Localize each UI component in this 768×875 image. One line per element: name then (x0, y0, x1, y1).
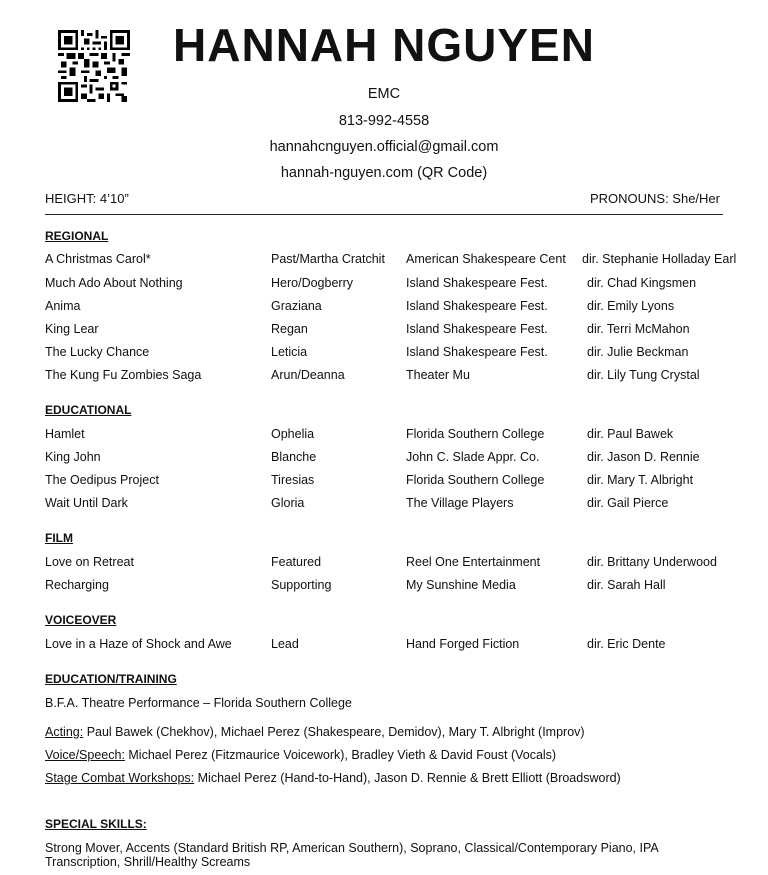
credit-director: dir. Gail Pierce (587, 496, 669, 510)
credit-row (45, 276, 735, 294)
credit-show: The Oedipus Project (45, 473, 159, 487)
credit-show: Much Ado About Nothing (45, 276, 183, 290)
skills-text: Strong Mover, Accents (Standard British RP, American Southern), Soprano, Classical/Contemporary Piano, IPA Transcription, Shrill/Healthy Screams (45, 841, 659, 869)
credit-show: Recharging (45, 578, 109, 592)
credit-show: King John (45, 450, 101, 464)
credit-company: Theater Mu (406, 368, 470, 382)
credit-role: Featured (271, 555, 322, 569)
acting-training (45, 725, 585, 739)
credit-director: dir. Brittany Underwood (587, 555, 717, 569)
actor-name: HANNAH NGUYEN (173, 19, 595, 71)
credit-director: dir. Emily Lyons (587, 299, 675, 313)
credit-director: dir. Julie Beckman (587, 345, 689, 359)
credit-role: Ophelia (271, 427, 315, 441)
credit-company: Florida Southern College (406, 427, 545, 441)
credit-role: Tiresias (271, 473, 315, 487)
credit-company: Hand Forged Fiction (406, 637, 520, 651)
credit-director: dir. Stephanie Holladay Earl (582, 252, 737, 266)
credit-show: Wait Until Dark (45, 496, 128, 510)
credit-row (45, 637, 735, 655)
voice-teachers: Michael Perez (Fitzmaurice Voicework), Bradley Vieth & David Foust (Vocals) (124, 748, 557, 762)
credit-row (45, 555, 735, 573)
credit-role: Hero/Dogberry (271, 276, 353, 290)
credit-row (45, 322, 735, 340)
credit-director: dir. Mary T. Albright (587, 473, 694, 487)
credit-role: Leticia (271, 345, 308, 359)
section-heading-training: EDUCATION/TRAINING (45, 672, 177, 686)
section-heading-film: FILM (45, 531, 73, 545)
credit-row (45, 299, 735, 317)
acting-label: Acting: (45, 725, 84, 739)
phone-number: 813-992-4558 (338, 113, 430, 129)
credit-role: Supporting (271, 578, 332, 592)
voice-label: Voice/Speech: (45, 748, 125, 762)
credit-role: Arun/Deanna (271, 368, 345, 382)
combat-teachers: Michael Perez (Hand-to-Hand), Jason D. Rennie & Brett Elliott (Broadsword) (194, 771, 621, 785)
credit-company: Florida Southern College (406, 473, 545, 487)
credit-role: Gloria (271, 496, 305, 510)
credit-company: Island Shakespeare Fest. (406, 322, 548, 336)
credit-company: Island Shakespeare Fest. (406, 345, 548, 359)
credit-role: Graziana (271, 299, 322, 313)
degree-line: B.F.A. Theatre Performance – Florida Southern College (45, 696, 352, 710)
credit-company: Island Shakespeare Fest. (406, 299, 548, 313)
credit-row (45, 368, 735, 386)
credit-role: Regan (271, 322, 308, 336)
section-heading-educational: EDUCATIONAL (45, 403, 132, 417)
credit-company: Island Shakespeare Fest. (406, 276, 548, 290)
credit-row (45, 427, 735, 445)
credit-row (45, 252, 735, 270)
header-divider (45, 214, 723, 215)
acting-teachers: Paul Bawek (Chekhov), Michael Perez (Shakespeare, Demidov), Mary T. Albright (Improv) (83, 725, 585, 739)
credit-row (45, 496, 735, 514)
credit-company: John C. Slade Appr. Co. (406, 450, 540, 464)
union-status: EMC (367, 86, 401, 102)
credit-show: Hamlet (45, 427, 85, 441)
height-info: HEIGHT: 4’10” (45, 191, 129, 206)
credit-row (45, 473, 735, 491)
credit-company: The Village Players (406, 496, 514, 510)
credit-show: The Kung Fu Zombies Saga (45, 368, 202, 382)
credit-director: dir. Lily Tung Crystal (587, 368, 700, 382)
section-heading-regional: REGIONAL (45, 229, 109, 243)
credit-company: American Shakespeare Cent (406, 252, 566, 266)
credit-director: dir. Chad Kingsmen (587, 276, 697, 290)
website-link: hannah-nguyen.com (QR Code) (280, 165, 488, 181)
email-address: hannahcnguyen.official@gmail.com (269, 139, 499, 155)
credit-role: Past/Martha Cratchit (271, 252, 385, 266)
section-heading-skills: SPECIAL SKILLS: (45, 817, 147, 831)
credit-director: dir. Paul Bawek (587, 427, 674, 441)
credit-show: A Christmas Carol* (45, 252, 151, 266)
credit-row (45, 345, 735, 363)
combat-label: Stage Combat Workshops: (45, 771, 195, 785)
credit-director: dir. Terri McMahon (587, 322, 690, 336)
credit-row (45, 578, 735, 596)
credit-director: dir. Sarah Hall (587, 578, 666, 592)
credit-role: Blanche (271, 450, 317, 464)
credit-director: dir. Eric Dente (587, 637, 666, 651)
credit-director: dir. Jason D. Rennie (587, 450, 700, 464)
credit-show: Anima (45, 299, 81, 313)
combat-training (45, 771, 621, 785)
section-heading-voiceover: VOICEOVER (45, 613, 117, 627)
credit-show: The Lucky Chance (45, 345, 150, 359)
credit-company: Reel One Entertainment (406, 555, 541, 569)
credit-company: My Sunshine Media (406, 578, 516, 592)
credit-row (45, 450, 735, 468)
credit-role: Lead (271, 637, 299, 651)
pronouns-info: PRONOUNS: She/Her (589, 191, 720, 206)
credit-show: King Lear (45, 322, 99, 336)
credit-show: Love in a Haze of Shock and Awe (45, 637, 232, 651)
credit-show: Love on Retreat (45, 555, 134, 569)
voice-training (45, 748, 556, 762)
